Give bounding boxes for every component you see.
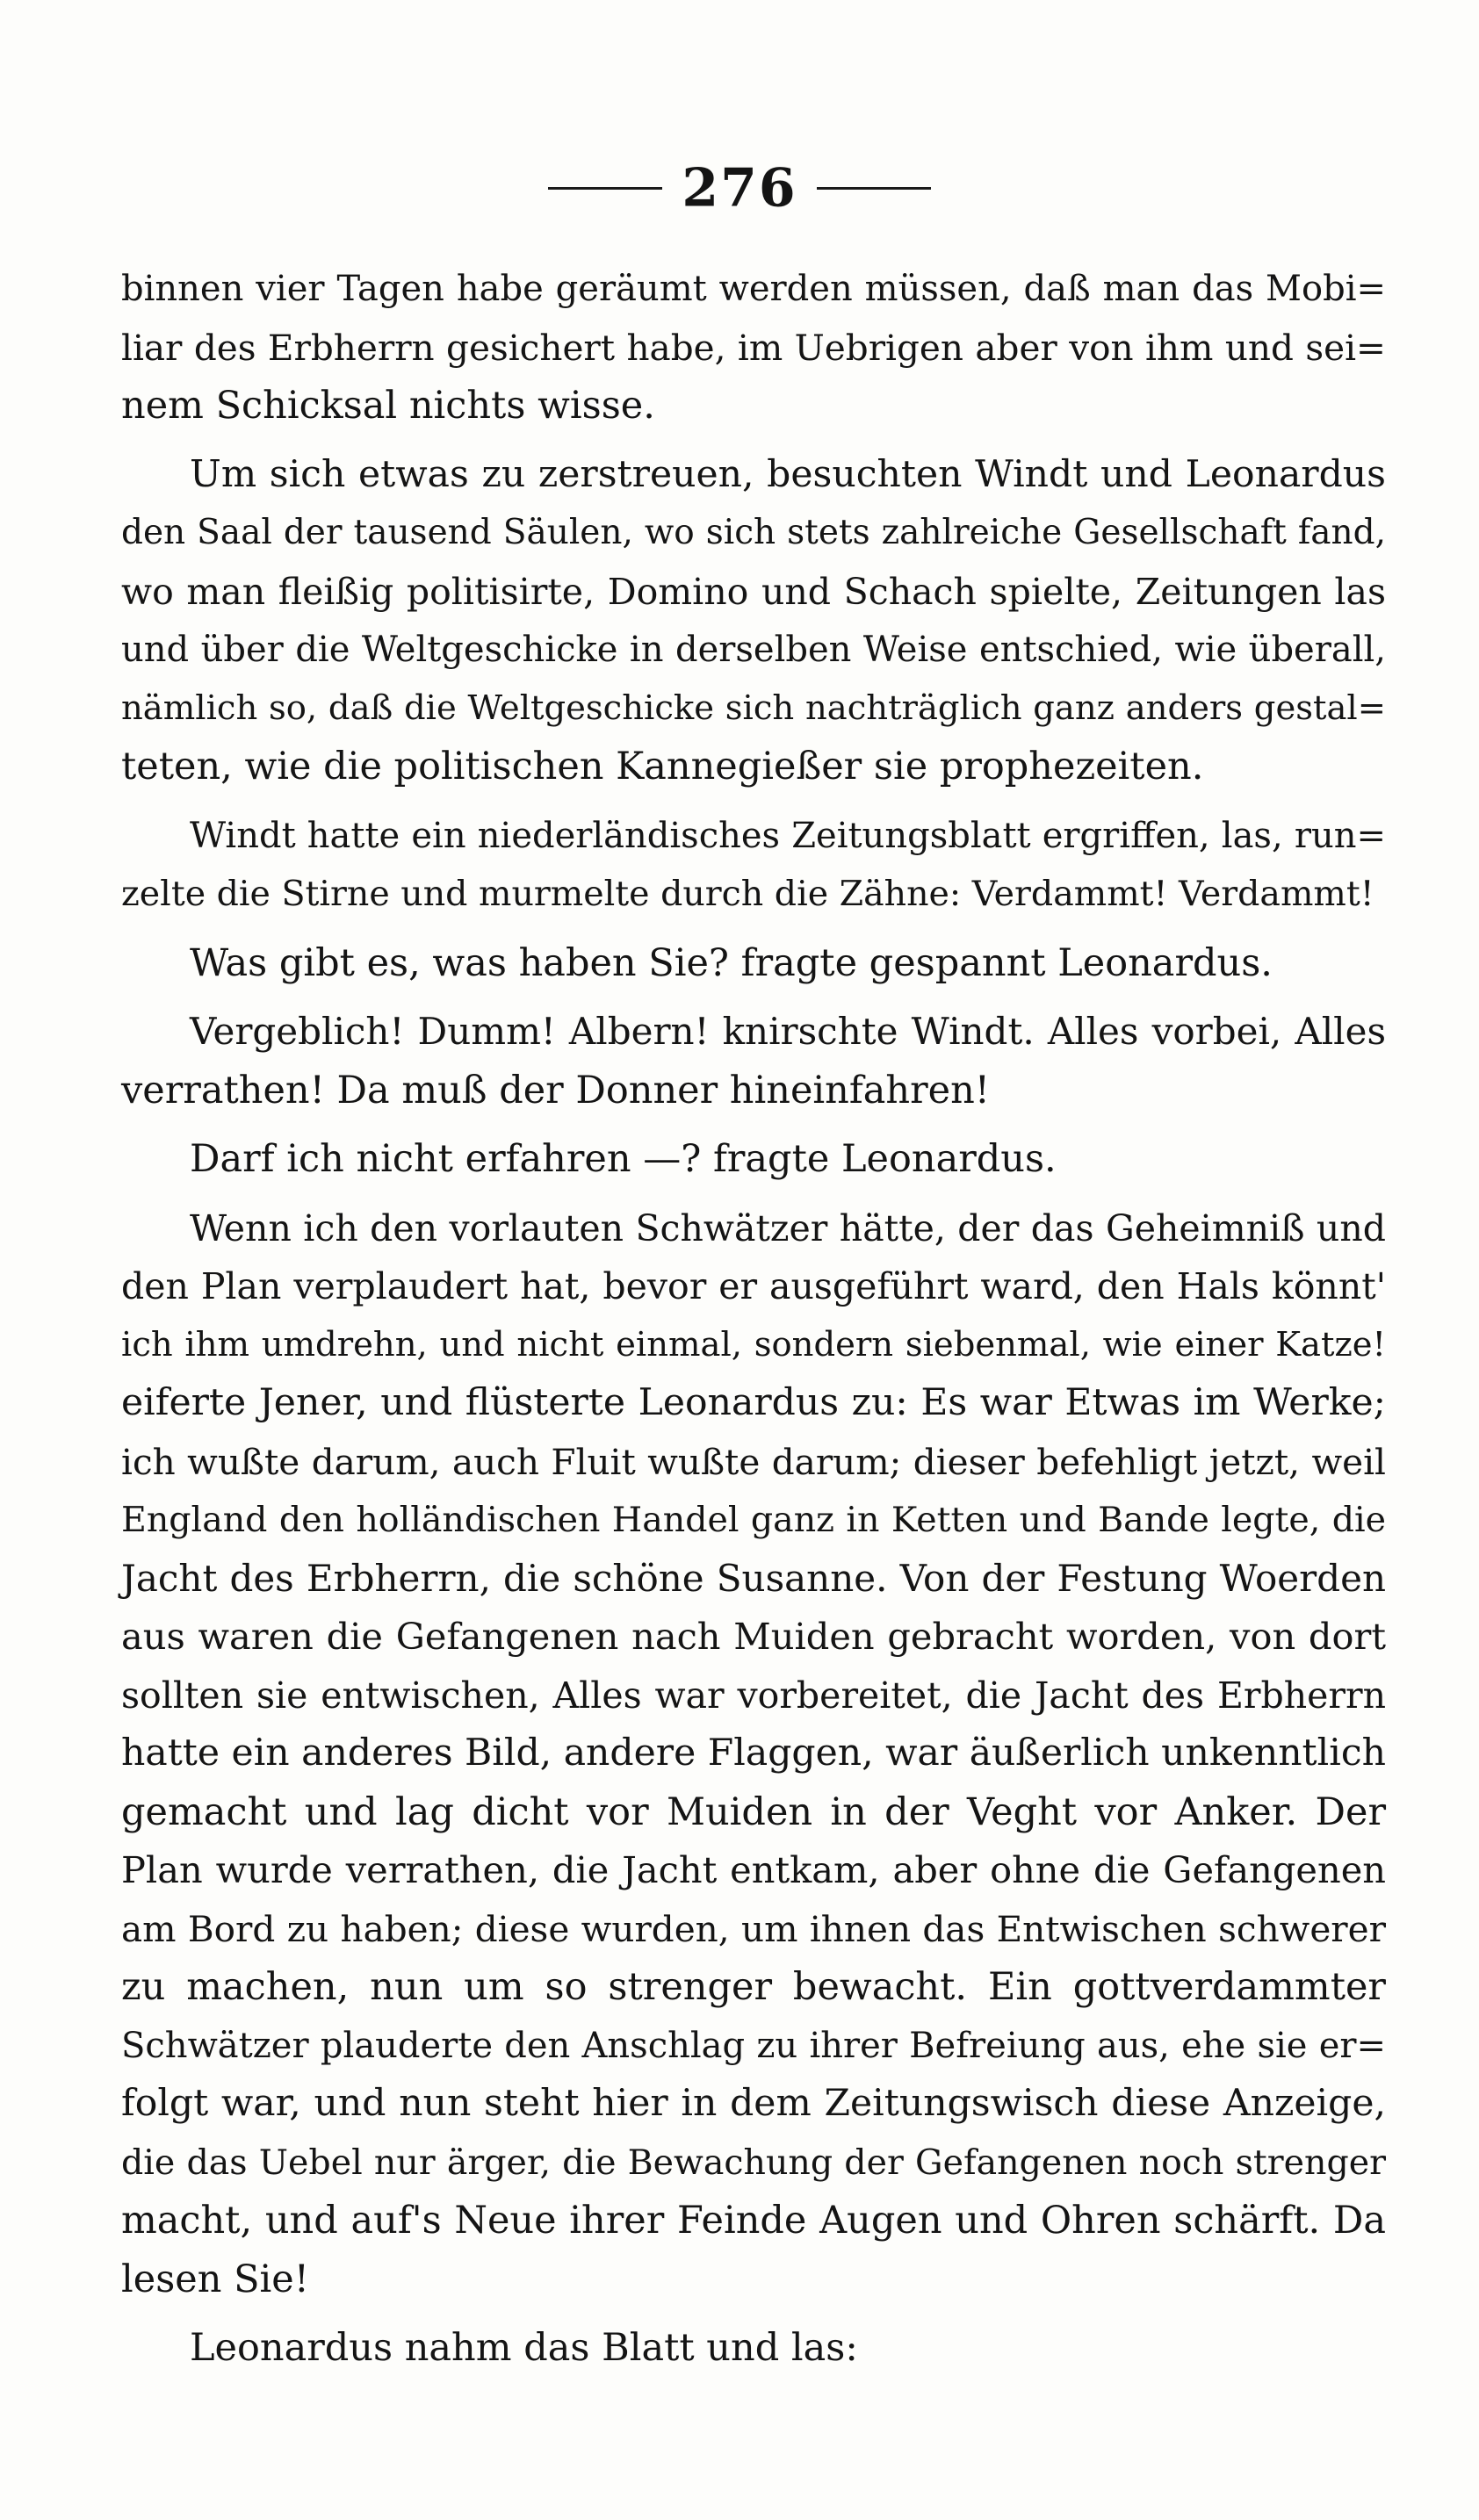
text-line: und über die Weltgeschicke in derselben Weise entschied, wie überall, <box>121 630 1386 670</box>
text-line: England den holländischen Handel ganz in Ketten und Bande legte, die <box>121 1500 1386 1540</box>
text-line: gemacht und lag dicht vor Muiden in der Veght vor Anker. Der <box>121 1789 1386 1834</box>
paragraph <box>121 2319 1386 2378</box>
body-text <box>121 260 1386 2388</box>
header-rule-right <box>817 187 931 190</box>
text-line: Was gibt es, was haben Sie? fragte gespannt Leonardus. <box>190 940 1273 985</box>
text-line: lesen Sie! <box>121 2257 310 2301</box>
paragraph <box>121 1130 1386 1189</box>
text-line: den Plan verplaudert hat, bevor er ausgeführt ward, den Hals könnt' <box>121 1265 1386 1307</box>
page-header <box>0 149 1479 224</box>
text-line: die das Uebel nur ärger, die Bewachung der Gefangenen noch strenger <box>121 2142 1386 2183</box>
text-line: Leonardus nahm das Blatt und las: <box>190 2326 858 2370</box>
text-line: Darf ich nicht erfahren —? fragte Leonardus. <box>190 1137 1057 1181</box>
paragraph <box>121 446 1386 796</box>
text-line: ich ihm umdrehn, und nicht einmal, sondern siebenmal, wie einer Katze! <box>121 1324 1386 1364</box>
text-line: binnen vier Tagen habe geräumt werden müssen, daß man das Mobi= <box>121 269 1386 309</box>
text-line: Plan wurde verrathen, die Jacht entkam, aber ohne die Gefangenen <box>121 1848 1386 1891</box>
text-line: eiferte Jener, und flüsterte Leonardus zu: Es war Etwas im Werke; <box>121 1381 1386 1424</box>
paragraph <box>121 807 1386 924</box>
text-line: nem Schicksal nichts wisse. <box>121 384 655 428</box>
text-line: macht, und auf's Neue ihrer Feinde Augen und Ohren schärft. Da <box>121 2199 1386 2243</box>
text-line: wo man fleißig politisirte, Domino und Schach spielte, Zeitungen las <box>121 570 1386 613</box>
text-line: aus waren die Gefangenen nach Muiden gebracht worden, von dort <box>121 1615 1386 1658</box>
text-line: zu machen, nun um so strenger bewacht. Ein gottverdammter <box>121 1965 1386 2009</box>
text-line: teten, wie die politischen Kannegießer sie prophezeiten. <box>121 745 1204 788</box>
text-line: ich wußte darum, auch Fluit wußte darum; dieser befehligt jetzt, weil <box>121 1440 1386 1483</box>
text-line: Windt hatte ein niederländisches Zeitungsblatt ergriffen, las, run= <box>190 815 1386 856</box>
paragraph <box>121 1003 1386 1120</box>
paragraph <box>121 934 1386 993</box>
text-line: nämlich so, daß die Weltgeschicke sich nachträglich ganz anders gestal= <box>121 688 1386 728</box>
text-line: folgt war, und nun steht hier in dem Zeitungswisch diese Anzeige, <box>121 2082 1386 2125</box>
text-line: Jacht des Erbherrn, die schöne Susanne. Von der Festung Woerden <box>121 1556 1386 1600</box>
text-line: Um sich etwas zu zerstreuen, besuchten Windt und Leonardus <box>190 452 1386 496</box>
text-line: hatte ein anderes Bild, andere Flaggen, war äußerlich unkenntlich <box>121 1732 1386 1775</box>
page-number: 276 <box>682 157 797 220</box>
paragraph <box>121 260 1386 436</box>
text-line: am Bord zu haben; diese wurden, um ihnen das Entwischen schwerer <box>121 1907 1386 1950</box>
header-rule-left <box>548 187 662 190</box>
paragraph <box>121 1199 1386 2309</box>
text-line: Schwätzer plauderte den Anschlag zu ihrer Befreiung aus, ehe sie er= <box>121 2025 1386 2066</box>
text-line: liar des Erbherrn gesichert habe, im Uebrigen aber von ihm und sei= <box>121 326 1386 369</box>
text-line: sollten sie entwischen, Alles war vorbereitet, die Jacht des Erbherrn <box>121 1674 1386 1717</box>
text-line: verrathen! Da muß der Donner hineinfahren! <box>121 1068 991 1112</box>
text-line: Wenn ich den vorlauten Schwätzer hätte, der das Geheimniß und <box>190 1206 1386 1249</box>
text-line: den Saal der tausend Säulen, wo sich stets zahlreiche Gesellschaft fand, <box>121 513 1386 552</box>
text-line: zelte die Stirne und murmelte durch die Zähne: Verdammt! Verdammt! <box>121 874 1374 914</box>
text-line: Vergeblich! Dumm! Albern! knirschte Windt. Alles vorbei, Alles <box>190 1010 1386 1053</box>
